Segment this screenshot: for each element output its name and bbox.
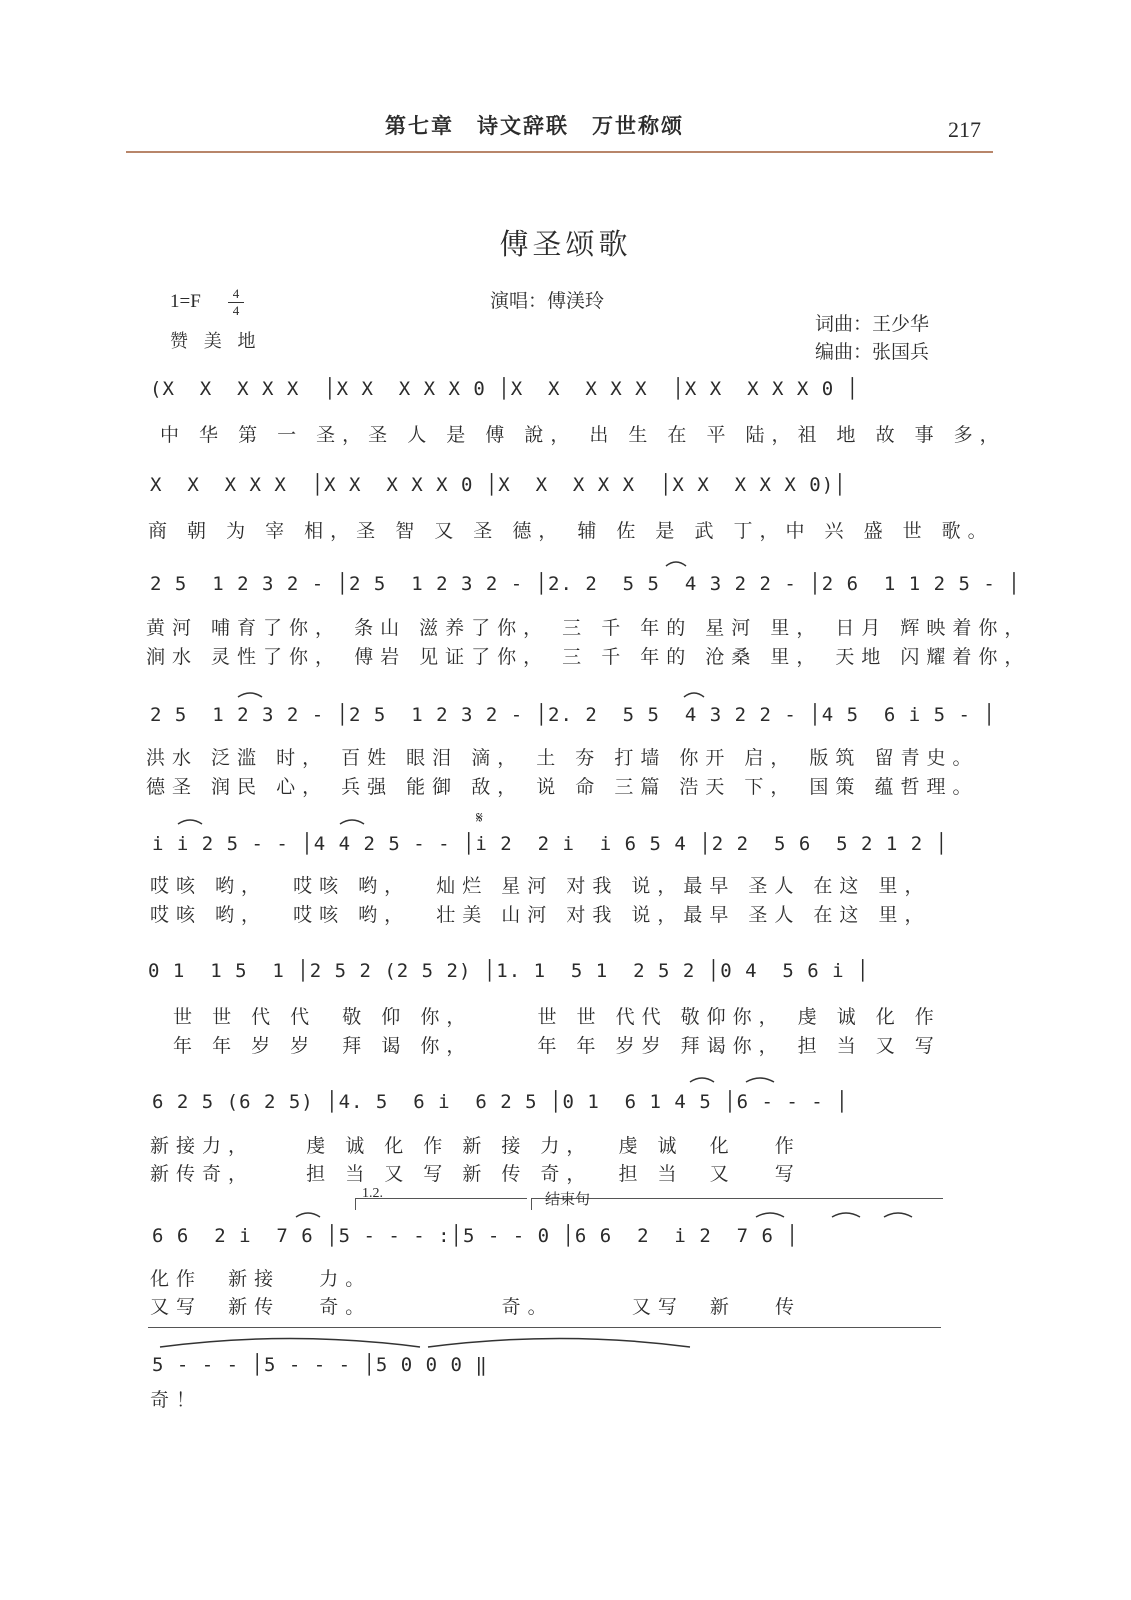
notation-line-4: 2 5 1 2 3 2 - │2 5 1 2 3 2 - │2. 2 5 5 4 3 2 2 - │4 5 6 i 5 - │ (150, 704, 996, 726)
lyric-line-5-verse-2: 哎咳 哟， 哎咳 哟， 壮美 山河 对我 说，最早 圣人 在这 里， (150, 904, 931, 926)
slur-4 (178, 820, 202, 824)
lyric-line-8-verse-1: 化作 新接 力。 (150, 1268, 372, 1290)
slur-3 (684, 693, 704, 697)
tempo-marking: 赞 美 地 (170, 331, 261, 352)
notation-line-5: i i 2 5 - - │4 4 2 5 - - │i 2 2 i i 6 5 4 │2 2 5 6 5 2 1 2 │ (152, 833, 949, 855)
lyric-line-6-verse-2: 年 年 岁 岁 拜 谒 你， 年 年 岁岁 拜谒你， 担 当 又 写 (160, 1035, 941, 1057)
lyric-line-1-verse-1: 中 华 第 一 圣，圣 人 是 傅 說， 出 生 在 平 陆，祖 地 故 事 多， (160, 424, 1006, 446)
lyric-line-3-verse-2: 涧水 灵性了你， 傅岩 见证了你， 三 千 年的 沧桑 里， 天地 闪耀着你， (146, 646, 1031, 668)
running-head: 第七章 诗文辞联 万世称颂 (385, 114, 684, 138)
slur-6 (690, 1078, 714, 1082)
notation-line-7: 6 2 5 (6 2 5) │4. 5 6 i 6 2 5 │0 1 6 1 4 5 │6 - - - │ (152, 1091, 849, 1113)
slur-7 (746, 1078, 774, 1082)
slur-8 (296, 1213, 320, 1217)
lyric-line-5-verse-1: 哎咳 哟， 哎咳 哟， 灿烂 星河 对我 说，最早 圣人 在这 里， (150, 875, 931, 897)
fine-label: 结束句 (545, 1190, 591, 1208)
lyric-line-3-verse-1: 黄河 哺育了你， 条山 滋养了你， 三 千 年的 星河 里， 日月 辉映着你， (146, 617, 1031, 639)
slur-2 (238, 693, 262, 697)
lyric-line-2-verse-1: 商 朝 为 宰 相，圣 智 又 圣 德， 辅 佐 是 武 丁，中 兴 盛 世 歌。 (148, 520, 994, 542)
lyric-line-7-verse-1: 新接力， 虔 诚 化 作 新 接 力， 虔 诚 化 作 (150, 1135, 801, 1157)
page-number: 217 (948, 117, 981, 142)
time-signature-top: 4 (232, 286, 240, 301)
lyric-line-9-verse-1: 奇！ (150, 1389, 203, 1411)
slur-5 (340, 820, 364, 824)
notation-line-6: 0 1 1 5 1 │2 5 2 (2 5 2) │1. 1 5 1 2 5 2 │0 4 5 6 i │ (148, 960, 870, 982)
lyric-line-4-verse-2: 德圣 润民 心， 兵强 能御 敌， 说 命 三篇 浩天 下， 国策 蕴哲理。 (146, 776, 979, 798)
notation-line-3: 2 5 1 2 3 2 - │2 5 1 2 3 2 - │2. 2 5 5 4 3 2 2 - │2 6 1 1 2 5 - │ (150, 573, 1021, 595)
time-signature-bottom: 4 (232, 303, 240, 318)
slur-1 (666, 562, 686, 566)
arranger-credit: 编曲：张国兵 (815, 341, 930, 363)
lyric-line-4-verse-1: 洪水 泛滥 时， 百姓 眼泪 滴， 土 夯 打墙 你开 启， 版筑 留青史。 (146, 747, 979, 769)
slur-9 (756, 1213, 784, 1217)
song-title: 傅圣颂歌 (499, 227, 632, 261)
key-signature: 1=F (170, 291, 201, 312)
lyric-line-8-verse-2: 又写 新传 奇。 奇。 又写 新 传 (150, 1296, 802, 1318)
performer-credit: 演唱：傅渼玲 (490, 290, 605, 312)
slur-11 (884, 1213, 912, 1217)
notation-line-9: 5 - - - │5 - - - │5 0 0 0 ‖ (152, 1354, 488, 1376)
slur-long-2 (428, 1339, 690, 1348)
slur-10 (832, 1213, 860, 1217)
lyricist-composer-credit: 词曲：王少华 (815, 313, 930, 335)
notation-line-1: (X X X X X │X X X X X 0 │X X X X X │X X X X X 0 │ (150, 378, 860, 400)
volta-label: 1.2. (362, 1186, 383, 1201)
notation-line-2: X X X X X │X X X X X 0 │X X X X X │X X X X X 0)│ (150, 474, 847, 496)
slur-long-1 (160, 1339, 420, 1348)
notation-line-8: 6 6 2 i 7 6 │5 - - - :│5 - - 0 │6 6 2 i 2 7 6 │ (152, 1225, 799, 1247)
segno-sign: 𝄋 (476, 808, 490, 827)
lyric-line-7-verse-2: 新传奇， 担 当 又 写 新 传 奇， 担 当 又 写 (150, 1163, 801, 1185)
lyric-line-6-verse-1: 世 世 代 代 敬 仰 你， 世 世 代代 敬仰你， 虔 诚 化 作 (160, 1006, 941, 1028)
